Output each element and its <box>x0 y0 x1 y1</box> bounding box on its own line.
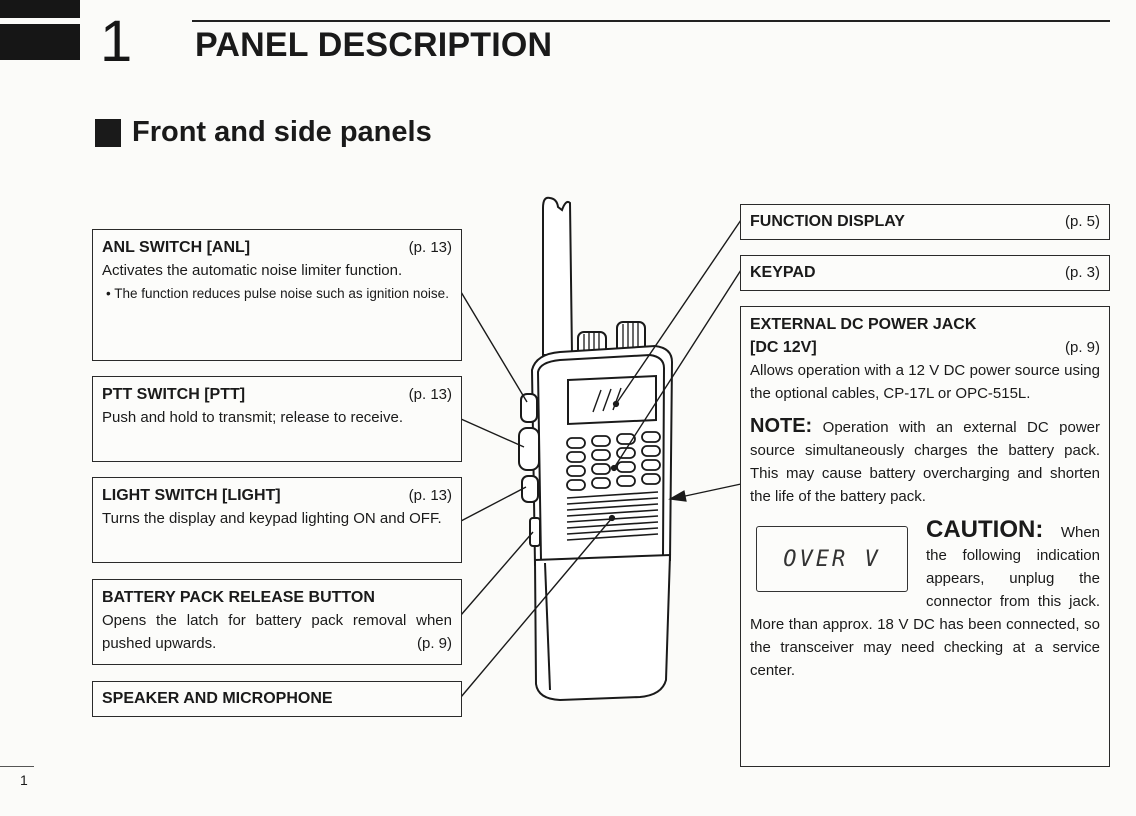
function-display-page-ref: (p. 5) <box>1064 213 1100 230</box>
note-text: Operation with an external DC power source simultaneously charges the battery pack. This may cause battery overcharging and shorten the life of the battery pack. <box>750 419 1100 505</box>
light-page-ref: (p. 13) <box>408 487 452 504</box>
light-header <box>102 484 452 507</box>
anl-switch-box <box>92 229 462 361</box>
speaker-header <box>102 687 452 710</box>
anl-header <box>102 236 452 259</box>
anl-page-ref: (p. 13) <box>408 239 452 256</box>
function-display-title: FUNCTION DISPLAY <box>750 213 905 230</box>
battery-description <box>102 609 452 655</box>
over-voltage-lcd-display: OVER V <box>756 526 908 592</box>
caution-text: When the following indication appears, unplug the connector from this jack. More than approx. 18 V DC has been connected, so the transceiver may need checking at a service center. <box>750 524 1100 679</box>
anl-description: Activates the automatic noise limiter function. <box>102 262 403 279</box>
anl-title: ANL SWITCH [ANL] <box>102 239 251 256</box>
battery-header <box>102 586 452 609</box>
ptt-switch-box <box>92 376 462 462</box>
note-label: NOTE: <box>750 415 813 437</box>
dc-jack-title-line2: [DC 12V] <box>750 339 817 356</box>
section-title: Front and side panels <box>132 116 432 148</box>
page-number: 1 <box>20 772 28 788</box>
battery-title: BATTERY PACK RELEASE BUTTON <box>102 589 375 606</box>
light-title: LIGHT SWITCH [LIGHT] <box>102 487 281 504</box>
caution-text-container <box>750 524 1100 679</box>
light-switch-box <box>92 477 462 563</box>
dc-power-jack-box <box>740 306 1110 767</box>
dc-jack-title-line1: EXTERNAL DC POWER JACK <box>750 316 977 333</box>
caution-label: CAUTION: <box>926 516 1044 543</box>
chapter-title: PANEL DESCRIPTION <box>195 26 553 64</box>
keypad-title: KEYPAD <box>750 264 816 281</box>
function-display-header <box>750 210 1100 233</box>
dc-jack-header-line2 <box>750 336 1100 359</box>
battery-release-box <box>92 579 462 665</box>
dc-jack-description: Allows operation with a 12 V DC power source using the optional cables, CP-17L or OPC-515L. <box>750 362 1100 402</box>
dc-jack-header-line1 <box>750 313 1100 336</box>
ptt-header <box>102 383 452 406</box>
speaker-mic-box <box>92 681 462 717</box>
battery-page-ref: (p. 9) <box>416 635 452 652</box>
ptt-title: PTT SWITCH [PTT] <box>102 386 246 403</box>
function-display-box <box>740 204 1110 240</box>
ptt-description: Push and hold to transmit; release to receive. <box>102 409 403 426</box>
light-description: Turns the display and keypad lighting ON and OFF. <box>102 510 442 527</box>
dc-jack-page-ref: (p. 9) <box>1064 339 1100 356</box>
anl-bullet-note: • The function reduces pulse noise such as ignition noise. <box>106 286 449 301</box>
keypad-box <box>740 255 1110 291</box>
battery-desc-text: Opens the latch for battery pack removal when pushed upwards. <box>102 612 452 652</box>
keypad-page-ref: (p. 3) <box>1064 264 1100 281</box>
keypad-header <box>750 261 1100 284</box>
ptt-page-ref: (p. 13) <box>408 386 452 403</box>
page-number-rule <box>0 766 34 767</box>
note-paragraph <box>750 415 1100 508</box>
caution-paragraph <box>750 518 1100 682</box>
speaker-title: SPEAKER AND MICROPHONE <box>102 690 333 707</box>
chapter-number: 1 <box>100 9 133 74</box>
